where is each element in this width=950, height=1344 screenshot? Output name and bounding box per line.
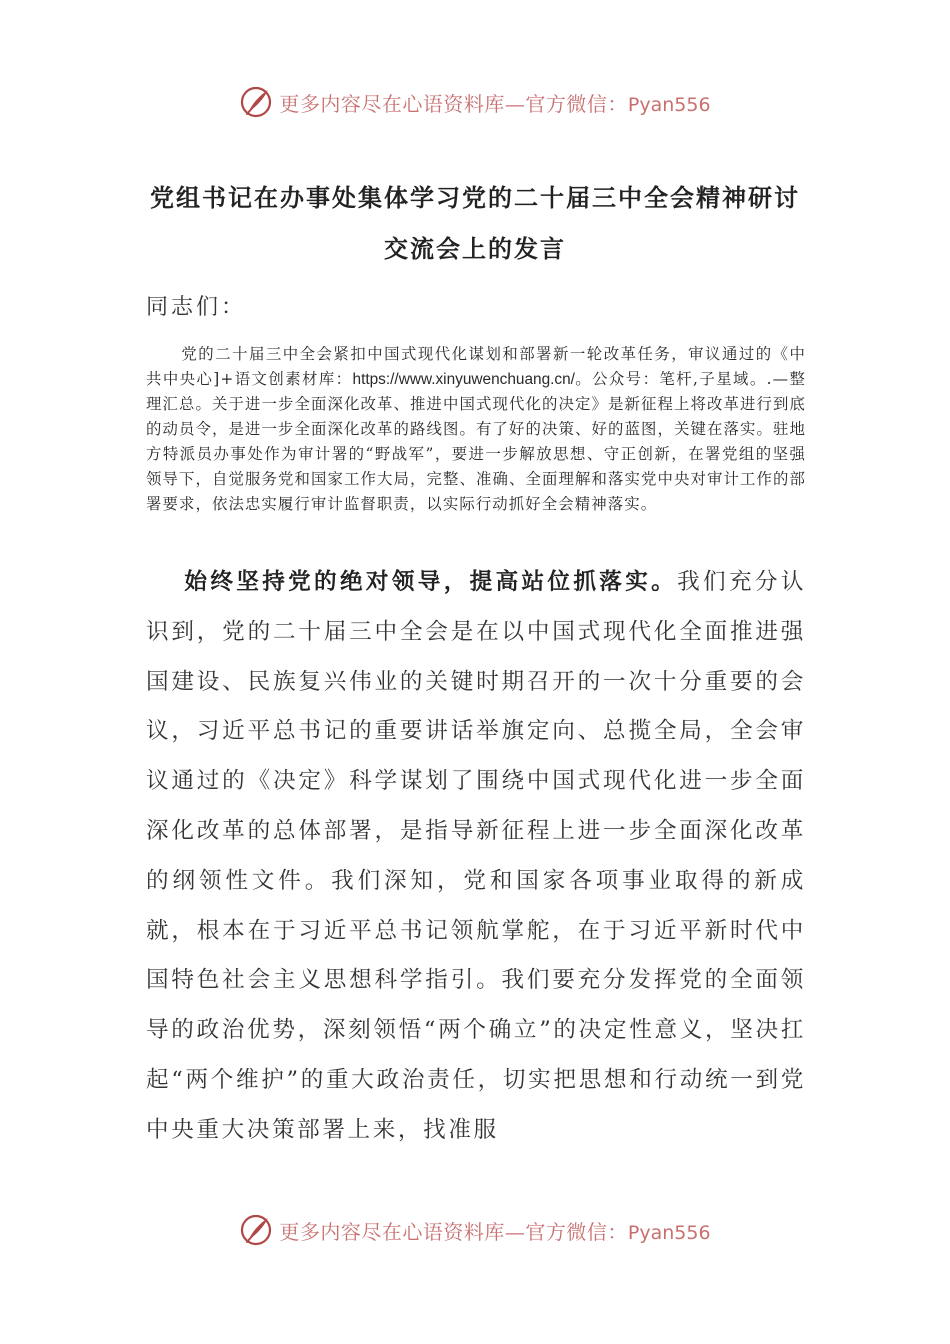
intro-url: https://www.xinyuwenchuang.cn/: [352, 371, 575, 388]
page-title-line-1: 党组书记在办事处集体学习党的二十届三中全会精神研讨: [150, 183, 800, 212]
intro-text-part-1: 党的二十届三中全会紧扣中国式现代化谋划和部署新一轮改革任务，审议通过的《中共中央心]+语文创素材库：: [146, 345, 806, 388]
watermark-id: Pyan556: [627, 93, 711, 116]
section-text: 我们充分认识到，党的二十届三中全会是在以中国式现代化全面推进强国建设、民族复兴伟业的关键时期召开的一次十分重要的会议，习近平总书记的重要讲话举旗定向、总揽全局，全会审议通过的《决定》科学谋划了围绕中国式现代化进一步全面深化改革的总体部署，是指导新征程上进一步全面深化改革的纲领性文件。我们深知，党和国家各项事业取得的新成就，根本在于习近平总书记领航掌舵，在于习近平新时代中国特色社会主义思想科学指引。我们要充分发挥党的全面领导的政治优势，深刻领悟“两个确立”的决定性意义，坚决扛起“两个维护”的重大政治责任，切实把思想和行动统一到党中央重大决策部署上来，找准服: [146, 569, 807, 1143]
watermark-id: Pyan556: [627, 1221, 711, 1244]
watermark-banner-bottom: [0, 1210, 950, 1250]
page-title-line-2: 交流会上的发言: [384, 234, 566, 263]
quill-logo-icon: [239, 85, 273, 119]
quill-logo-icon: [239, 1213, 273, 1247]
watermark-banner-top: [0, 82, 950, 122]
section-heading: 始终坚持党的绝对领导，提高站位抓落实。: [184, 569, 678, 595]
salutation: 同志们：: [146, 295, 247, 320]
watermark-text: 更多内容尽在心语资料库—官方微信：Pyan556: [279, 91, 711, 116]
intro-text-part-2: 。公众号：笔杆,子星域。.—整理汇总。关于进一步全面深化改革、推进中国式现代化的决定》是新征程上将改革进行到底的动员令，是进一步全面深化改革的路线图。有了好的决策、好的蓝图，关键在落实。驻地方特派员办事处作为审计署的“野战军”，要进一步解放思想、守正创新，在署党组的坚强领导下，自觉服务党和国家工作大局，完整、准确、全面理解和落实党中央对审计工作的部署要求，依法忠实履行审计监督职责，以实际行动抓好全会精神落实。: [146, 370, 806, 513]
watermark-text: 更多内容尽在心语资料库—官方微信：Pyan556: [279, 1219, 711, 1244]
section-paragraph: [146, 558, 806, 1156]
intro-paragraph: [146, 342, 806, 517]
